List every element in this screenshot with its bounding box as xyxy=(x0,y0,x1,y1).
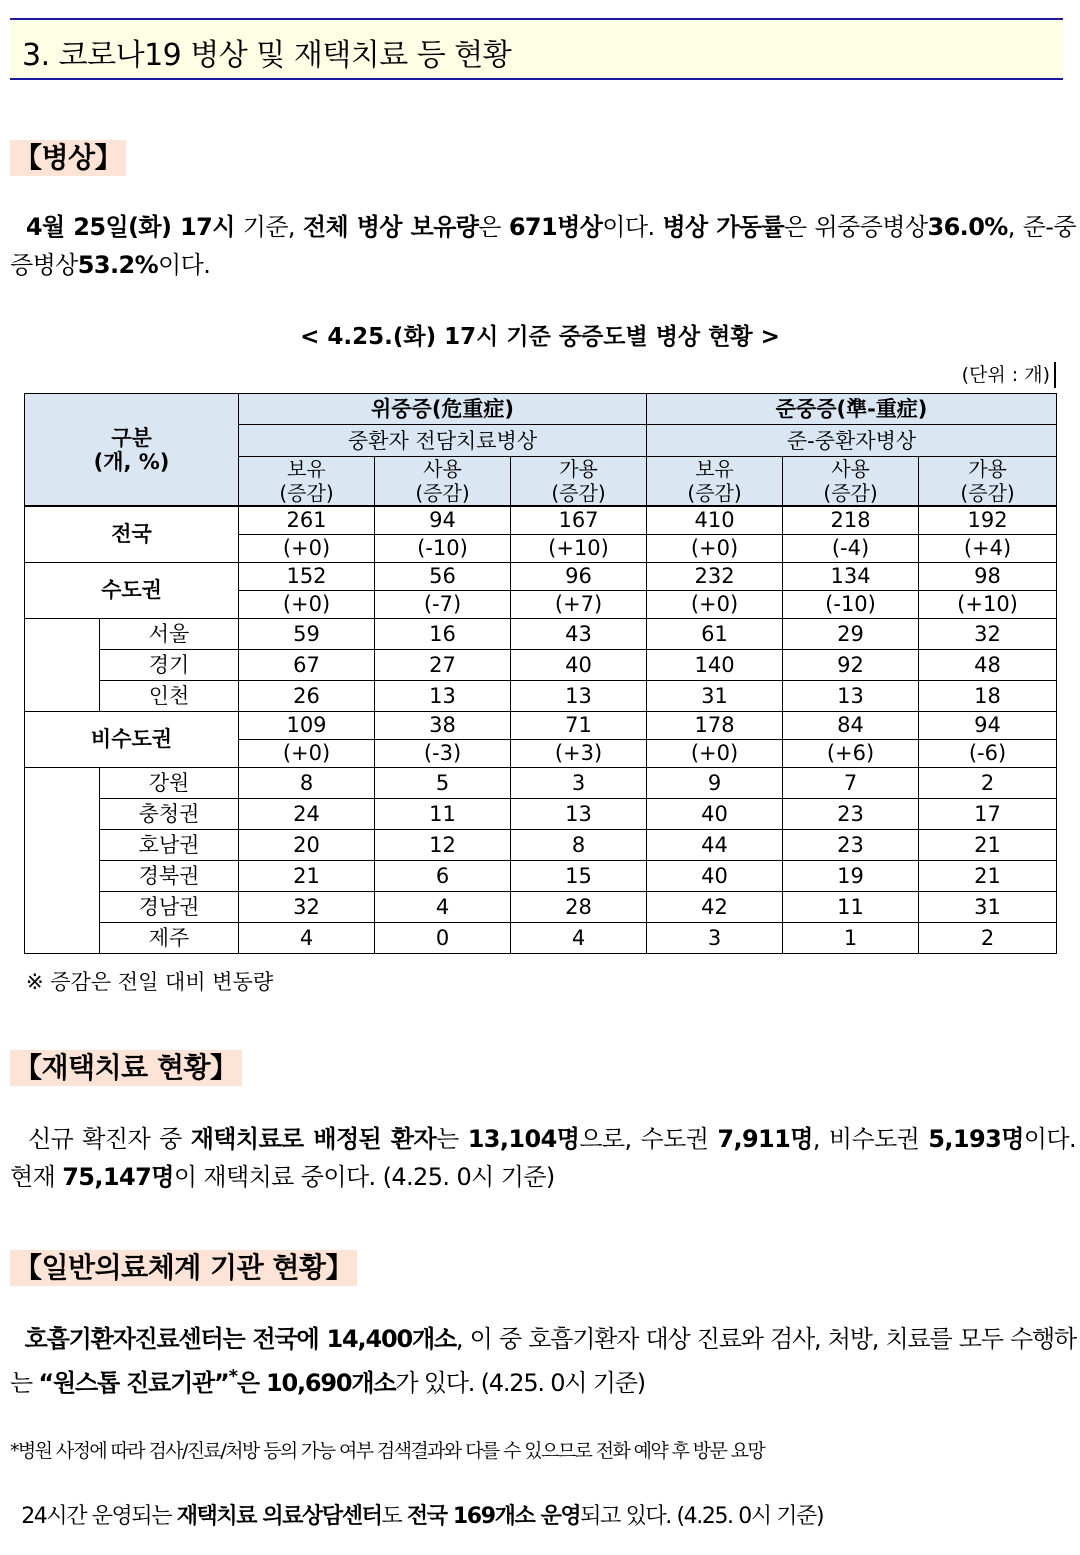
header-category-label: 구분 xyxy=(111,425,152,450)
table-cell: 3 xyxy=(647,922,783,953)
table-cell: 17 xyxy=(919,798,1057,829)
table-cell: 23 xyxy=(783,829,919,860)
general-center: 호흡기환자진료센터 xyxy=(24,1325,223,1353)
table-cell: 67 xyxy=(239,649,375,680)
table-cell: 410 xyxy=(647,506,783,534)
col-label: 사용 xyxy=(831,457,870,481)
beds-paragraph xyxy=(10,208,1076,284)
consult-text: 도 xyxy=(381,1504,407,1529)
consult-text: 되고 있다. (4.25. 0시 기준) xyxy=(580,1504,824,1529)
table-cell-change: (+4) xyxy=(919,534,1057,562)
table-cell: 20 xyxy=(239,829,375,860)
table-cell-blank xyxy=(25,767,100,953)
home-text: 이 재택치료 중이다. (4.25. 0시 기준) xyxy=(173,1163,555,1191)
table-cell: 1 xyxy=(783,922,919,953)
home-total: 13,104명 xyxy=(467,1125,580,1153)
table-cell: 5 xyxy=(375,767,511,798)
row-name-gyeongbuk: 경북권 xyxy=(100,860,239,891)
row-name-gyeongnam: 경남권 xyxy=(100,891,239,922)
header-use xyxy=(375,457,511,507)
home-text: 는 xyxy=(436,1125,468,1153)
general-paragraph xyxy=(10,1320,1076,1402)
table-cell: 59 xyxy=(239,618,375,649)
table-cell-change: (+0) xyxy=(647,534,783,562)
table-cell: 31 xyxy=(647,680,783,711)
table-cell: 16 xyxy=(375,618,511,649)
general-text: , 이 중 호흡기환자 대상 진료와 검사, 처방, 치료를 모두 수행하는 xyxy=(10,1325,1076,1397)
table-cell: 192 xyxy=(919,506,1057,534)
table-cell: 218 xyxy=(783,506,919,534)
table-cell-change: (-3) xyxy=(375,739,511,767)
table-cell: 9 xyxy=(647,767,783,798)
col-label: 보유 xyxy=(695,457,734,481)
home-current: 75,147명 xyxy=(62,1163,174,1191)
table-cell: 28 xyxy=(511,891,647,922)
table-cell: 40 xyxy=(647,860,783,891)
table-cell: 29 xyxy=(783,618,919,649)
table-cell: 42 xyxy=(647,891,783,922)
table-cell-change: (+0) xyxy=(647,590,783,618)
col-label: 사용 xyxy=(423,457,462,481)
table-cell-change: (+6) xyxy=(783,739,919,767)
consult-text: 24시간 운영되는 xyxy=(21,1504,177,1529)
table-cell: 261 xyxy=(239,506,375,534)
p1-rate2: 53.2% xyxy=(77,251,159,279)
table-cell-blank xyxy=(25,618,100,711)
general-asterisk: * xyxy=(228,1366,237,1387)
col-change: (증감) xyxy=(823,481,878,505)
table-cell: 71 xyxy=(511,711,647,739)
table-cell-change: (+10) xyxy=(919,590,1057,618)
table-cell-change: (+7) xyxy=(511,590,647,618)
table-cell: 13 xyxy=(511,680,647,711)
table-cell: 13 xyxy=(511,798,647,829)
table-cell: 3 xyxy=(511,767,647,798)
table-cell: 152 xyxy=(239,562,375,590)
table-cell-change: (-7) xyxy=(375,590,511,618)
row-name-noncapital: 비수도권 xyxy=(25,711,239,767)
table-cell: 167 xyxy=(511,506,647,534)
table-cell: 94 xyxy=(375,506,511,534)
table-cell: 0 xyxy=(375,922,511,953)
table-cell: 140 xyxy=(647,649,783,680)
general-text: 는 xyxy=(222,1325,253,1353)
table-cell: 24 xyxy=(239,798,375,829)
header-hold xyxy=(239,457,375,507)
table-unit: (단위 : 개) xyxy=(962,362,1056,388)
table-cell: 11 xyxy=(375,798,511,829)
table-cell: 31 xyxy=(919,891,1057,922)
general-footnote: *병원 사정에 따라 검사/진료/처방 등의 가능 여부 검색결과와 다를 수 있으므로 전화 예약 후 방문 요망 xyxy=(10,1440,765,1462)
table-cell: 19 xyxy=(783,860,919,891)
table-cell: 23 xyxy=(783,798,919,829)
table-cell: 134 xyxy=(783,562,919,590)
col-label: 가용 xyxy=(559,457,598,481)
table-cell: 27 xyxy=(375,649,511,680)
table-cell-change: (+0) xyxy=(239,590,375,618)
consult-paragraph xyxy=(10,1498,1076,1536)
home-text: 이다. 현재 xyxy=(10,1125,1076,1191)
section-title-box xyxy=(10,18,1063,80)
home-noncapital: 5,193명 xyxy=(928,1125,1024,1153)
table-cell: 43 xyxy=(511,618,647,649)
home-assigned: 재택치료로 배정된 환자 xyxy=(190,1125,437,1153)
table-cell: 92 xyxy=(783,649,919,680)
table-cell-change: (+0) xyxy=(239,739,375,767)
p1-total: 전체 병상 보유량 xyxy=(302,213,479,241)
header-sub-critical: 중환자 전담치료병상 xyxy=(239,425,647,457)
table-cell: 232 xyxy=(647,562,783,590)
table-cell: 21 xyxy=(239,860,375,891)
home-paragraph xyxy=(10,1120,1076,1196)
table-cell: 18 xyxy=(919,680,1057,711)
p1-rate-label: 병상 가동률 xyxy=(662,213,785,241)
table-cell: 61 xyxy=(647,618,783,649)
col-change: (증감) xyxy=(415,481,470,505)
col-label: 가용 xyxy=(968,457,1007,481)
header-hold xyxy=(647,457,783,507)
table-cell-change: (-10) xyxy=(783,590,919,618)
table-cell: 56 xyxy=(375,562,511,590)
row-name-gangwon: 강원 xyxy=(100,767,239,798)
p1-text: 이다. xyxy=(602,213,663,241)
table-cell: 94 xyxy=(919,711,1057,739)
table-cell: 2 xyxy=(919,767,1057,798)
general-onestop-count: 은 10,690개소 xyxy=(236,1369,396,1397)
header-avail xyxy=(511,457,647,507)
table-cell-change: (-6) xyxy=(919,739,1057,767)
general-onestop: “원스톱 진료기관” xyxy=(38,1369,229,1397)
table-cell: 12 xyxy=(375,829,511,860)
table-cell: 109 xyxy=(239,711,375,739)
row-name-national: 전국 xyxy=(25,506,239,562)
row-name-seoul: 서울 xyxy=(100,618,239,649)
header-sub-semicritical: 준-중환자병상 xyxy=(647,425,1057,457)
header-avail xyxy=(919,457,1057,507)
table-cell: 13 xyxy=(375,680,511,711)
row-name-chungcheong: 충청권 xyxy=(100,798,239,829)
p1-text: 은 xyxy=(478,213,509,241)
header-group-semicritical: 준중증(準-重症) xyxy=(647,394,1057,425)
table-cell: 21 xyxy=(919,860,1057,891)
row-name-jeju: 제주 xyxy=(100,922,239,953)
home-text: , 비수도권 xyxy=(812,1125,929,1153)
table-cell: 7 xyxy=(783,767,919,798)
consult-count: 전국 169개소 운영 xyxy=(406,1504,581,1529)
row-name-capital: 수도권 xyxy=(25,562,239,618)
col-change: (증감) xyxy=(279,481,334,505)
beds-heading: 【병상】 xyxy=(10,140,126,176)
table-cell-change: (-10) xyxy=(375,534,511,562)
p1-text: 기준, xyxy=(234,213,303,241)
table-cell: 8 xyxy=(239,767,375,798)
p1-date: 4월 25일(화) 17시 xyxy=(25,213,235,241)
general-heading: 【일반의료체계 기관 현황】 xyxy=(10,1250,357,1286)
section-title: 3. 코로나19 병상 및 재택치료 등 현황 xyxy=(22,38,512,73)
col-change: (증감) xyxy=(960,481,1015,505)
general-text: 가 있다. (4.25. 0시 기준) xyxy=(395,1369,645,1397)
table-cell: 38 xyxy=(375,711,511,739)
table-cell: 44 xyxy=(647,829,783,860)
home-text: 신규 확진자 중 xyxy=(28,1125,191,1153)
table-cell: 32 xyxy=(919,618,1057,649)
table-remark: ※ 증감은 전일 대비 변동량 xyxy=(26,970,274,994)
table-cell: 4 xyxy=(511,922,647,953)
table-cell: 8 xyxy=(511,829,647,860)
table-cell-change: (-4) xyxy=(783,534,919,562)
table-cell: 2 xyxy=(919,922,1057,953)
table-cell-change: (+0) xyxy=(647,739,783,767)
table-cell: 4 xyxy=(239,922,375,953)
table-cell: 6 xyxy=(375,860,511,891)
col-label: 보유 xyxy=(287,457,326,481)
home-text: 으로, 수도권 xyxy=(579,1125,718,1153)
table-cell: 40 xyxy=(647,798,783,829)
table-cell: 4 xyxy=(375,891,511,922)
header-category xyxy=(25,394,239,507)
table-cell: 32 xyxy=(239,891,375,922)
table-cell: 15 xyxy=(511,860,647,891)
table-cell: 98 xyxy=(919,562,1057,590)
table-cell: 84 xyxy=(783,711,919,739)
table-cell: 96 xyxy=(511,562,647,590)
p1-text: , 준-중증병상 xyxy=(10,213,1076,279)
header-category-unit: (개, %) xyxy=(93,449,170,474)
table-cell: 40 xyxy=(511,649,647,680)
table-cell-change: (+3) xyxy=(511,739,647,767)
home-capital: 7,911명 xyxy=(717,1125,813,1153)
p1-rate1: 36.0% xyxy=(927,213,1008,241)
header-group-critical: 위중증(危重症) xyxy=(239,394,647,425)
bed-status-table xyxy=(24,393,1057,954)
row-name-honam: 호남권 xyxy=(100,829,239,860)
consult-center: 재택치료 의료상담센터 xyxy=(176,1504,382,1529)
p1-count: 671병상 xyxy=(508,213,603,241)
row-name-incheon: 인천 xyxy=(100,680,239,711)
table-cell: 178 xyxy=(647,711,783,739)
general-count: 전국에 14,400개소 xyxy=(252,1325,456,1353)
p1-text: 은 위중증병상 xyxy=(784,213,928,241)
header-use xyxy=(783,457,919,507)
table-cell: 13 xyxy=(783,680,919,711)
table-cell: 26 xyxy=(239,680,375,711)
p1-text: 이다. xyxy=(158,251,211,279)
table-cell-change: (+0) xyxy=(239,534,375,562)
row-name-gyeonggi: 경기 xyxy=(100,649,239,680)
table-cell: 11 xyxy=(783,891,919,922)
table-cell-change: (+10) xyxy=(511,534,647,562)
col-change: (증감) xyxy=(551,481,606,505)
table-cell: 21 xyxy=(919,829,1057,860)
table-title: < 4.25.(화) 17시 기준 중증도별 병상 현황 > xyxy=(300,324,780,350)
col-change: (증감) xyxy=(687,481,742,505)
table-cell: 48 xyxy=(919,649,1057,680)
home-heading: 【재택치료 현황】 xyxy=(10,1050,242,1086)
